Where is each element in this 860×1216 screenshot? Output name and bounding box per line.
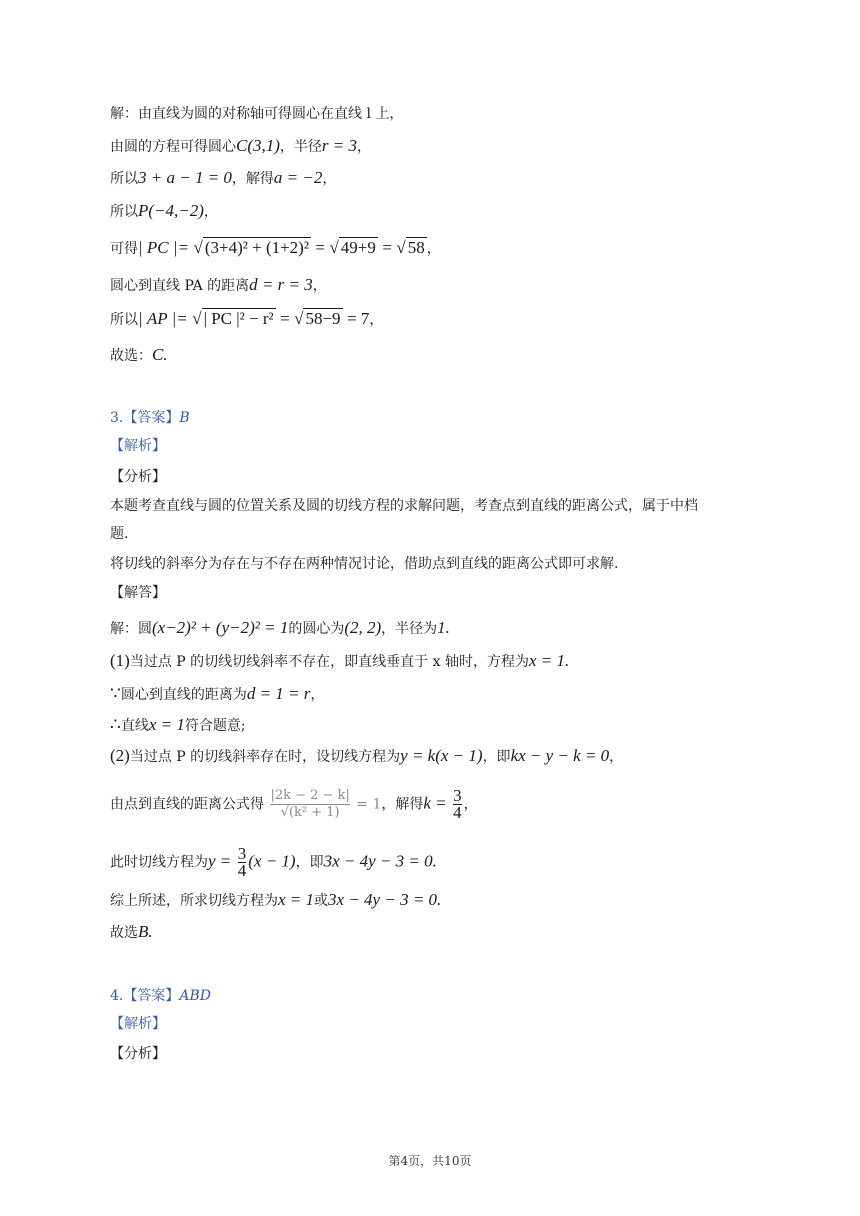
- q2-line-3: 所以3 + a − 1 = 0，解得a = −2，: [110, 168, 337, 187]
- q3-step-2: (1)当过点 P 的切线切线斜率不存在，即直线垂直于 x 轴时，方程为x = 1.: [110, 651, 570, 670]
- q2-line-6: 圆心到直线 PA 的距离d = r = 3，: [110, 275, 327, 294]
- q3-jiexi: 【解析】: [110, 438, 166, 454]
- q3-step-6: 由点到直线的距离公式得 $\frac{|2k - 2 - k|}{\text{√(k² + 1)}}$ = 1，解得k = $\frac{3}{4}$ ，: [110, 786, 478, 822]
- sqrt-5: √ 58−9: [294, 309, 341, 328]
- sqrt-3: √ 58: [396, 238, 425, 257]
- q3-answer-heading: 3.【答案】B: [110, 410, 190, 426]
- q3-step-1: 解：圆(x−2)² + (y−2)² = 1的圆心为(2, 2)，半径为1.: [110, 618, 450, 637]
- q3-analysis-2: 将切线的斜率分为存在与不存在两种情况讨论，借助点到直线的距离公式即可求解.: [110, 556, 619, 572]
- q3-fenxi: 【分析】: [110, 469, 166, 485]
- sqrt-1: √ (3+4)² + (1+2)²: [193, 238, 309, 257]
- q2-line-8: 故选：C.: [110, 345, 168, 364]
- q2-line-4: 所以P(−4,−2)，: [110, 201, 218, 220]
- distance-fraction: $\frac{|2k - 2 - k|}{\text{√(k² + 1)}}$: [270, 788, 350, 820]
- sqrt-2: √ 49+9: [329, 238, 376, 257]
- q3-analysis-1a: 本题考查直线与圆的位置关系及圆的切线方程的求解问题，考查点到直线的距离公式，属于中档: [110, 498, 698, 514]
- q4-fenxi: 【分析】: [110, 1046, 166, 1062]
- slope-fraction: $\frac{3}{4}$: [237, 844, 247, 880]
- q3-step-5: (2)当过点 P 的切线斜率存在时，设切线方程为y = k(x − 1)，即kx − y − k = 0，: [110, 746, 624, 765]
- q2-line-5: 可得| PC |= √ (3+4)² + (1+2)² = √ 49+9 = √ 58 ，: [110, 238, 441, 257]
- page-footer: 第4页，共10页: [388, 1154, 472, 1168]
- q3-jieda: 【解答】: [110, 585, 166, 601]
- k-fraction: $\frac{3}{4}$: [453, 786, 462, 822]
- q4-answer-heading: 4.【答案】ABD: [110, 988, 211, 1004]
- sqrt-4: √ | PC |² − r²: [192, 309, 274, 328]
- q3-step-7: 此时切线方程为y = $\frac{3}{4}$ (x − 1)，即3x − 4y − 3 = 0.: [110, 844, 437, 880]
- q3-analysis-1b: 题.: [110, 526, 129, 542]
- q4-jiexi: 【解析】: [110, 1016, 166, 1032]
- q2-line-7: 所以| AP |= √ | PC |² − r² = √ 58−9 = 7，: [110, 309, 384, 328]
- q2-line-1: 解：由直线为圆的对称轴可得圆心在直线 l 上，: [110, 106, 404, 122]
- q3-step-3: ∵圆心到直线的距离为d = 1 = r，: [110, 684, 325, 703]
- q3-step-4: ∴直线x = 1符合题意;: [110, 715, 246, 734]
- q3-step-9: 故选B.: [110, 922, 153, 941]
- q2-line-2: 由圆的方程可得圆心C(3,1)，半径r = 3，: [110, 136, 372, 155]
- q3-step-8: 综上所述，所求切线方程为x = 1或3x − 4y − 3 = 0.: [110, 890, 442, 909]
